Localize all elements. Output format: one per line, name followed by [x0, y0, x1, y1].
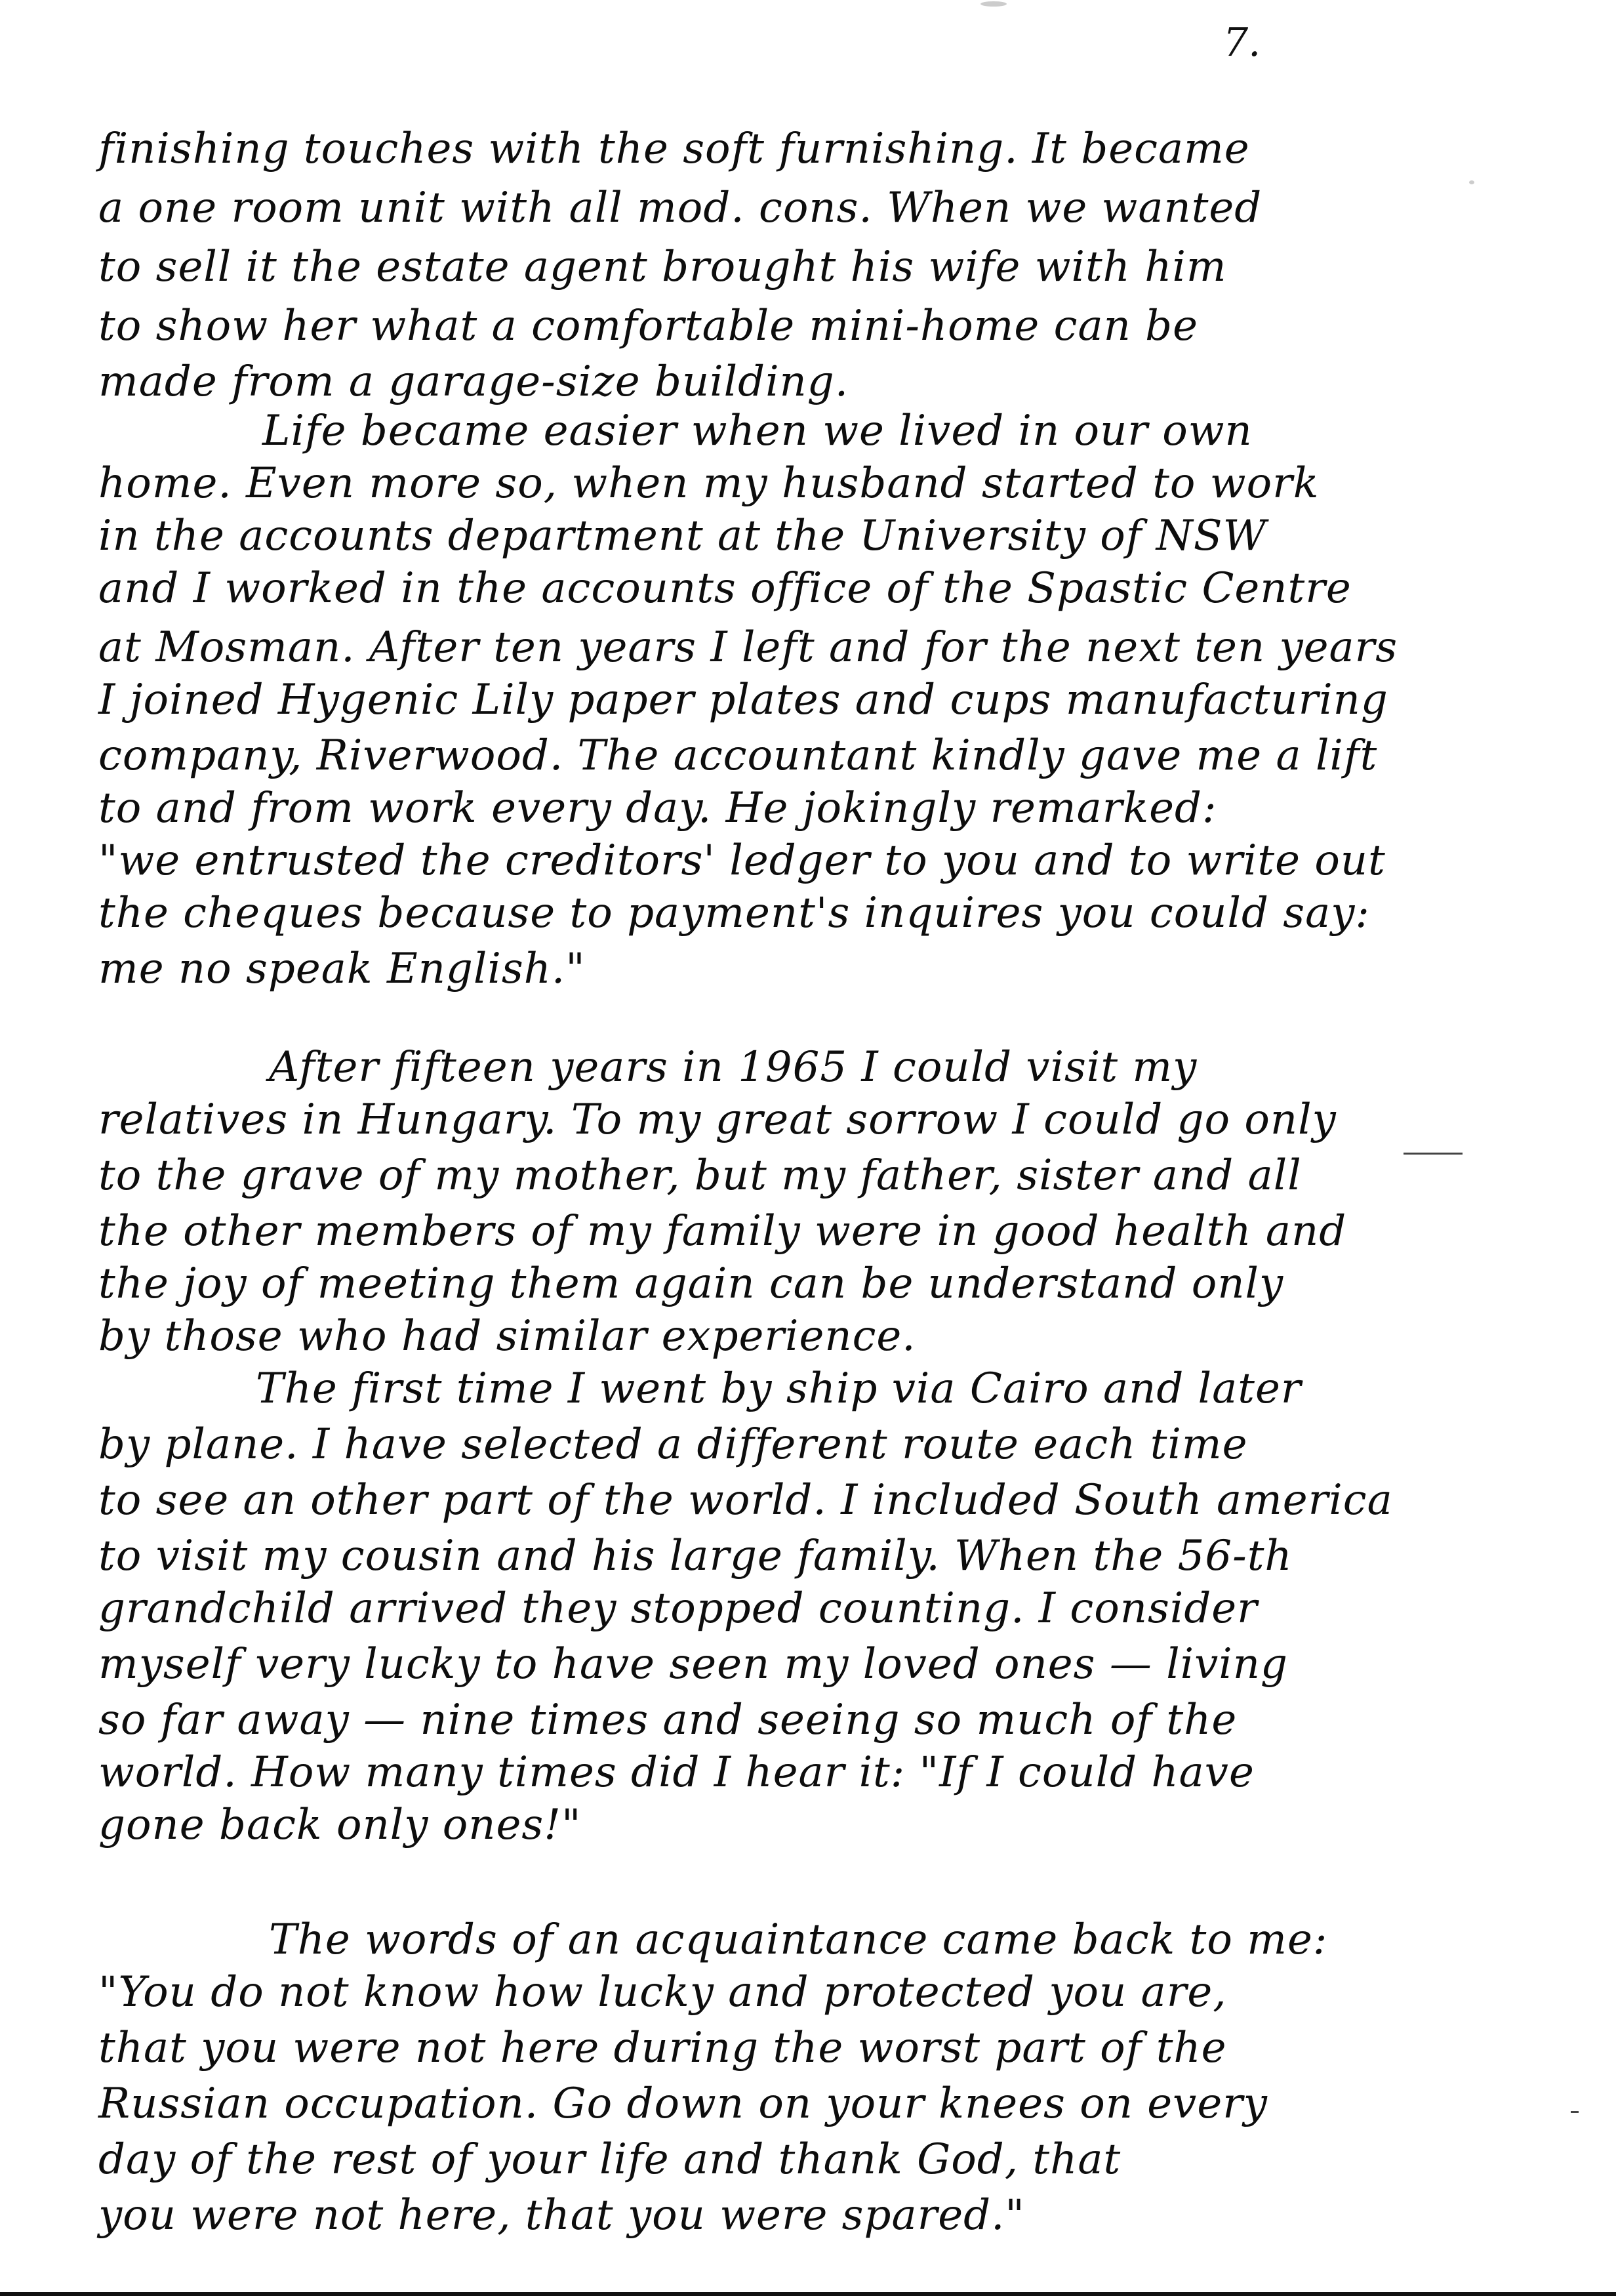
- text-line-36: day of the rest of your life and thank God, that: [98, 2135, 1121, 2184]
- text-line-23: The first time I went by ship via Cairo and later: [256, 1364, 1302, 1413]
- text-line-31: gone back only ones!": [98, 1801, 582, 1849]
- margin-tick: [1571, 2111, 1579, 2113]
- text-line-21: the joy of meeting them again can be understand only: [98, 1260, 1284, 1308]
- page-number: 7.: [1223, 20, 1261, 66]
- text-line-18: relatives in Hungary. To my great sorrow I could go only: [98, 1096, 1337, 1144]
- text-line-11: I joined Hygenic Lily paper plates and cups manufacturing: [98, 676, 1388, 724]
- text-line-5: made from a garage-size building.: [98, 358, 849, 406]
- text-line-6: Life became easier when we lived in our own: [262, 407, 1253, 455]
- text-line-17: After fifteen years in 1965 I could visit my: [269, 1043, 1198, 1092]
- text-line-3: to sell it the estate agent brought his wife with him: [98, 243, 1227, 291]
- scan-speck: [980, 1, 1007, 7]
- text-line-27: grandchild arrived they stopped counting. I consider: [98, 1584, 1258, 1633]
- text-line-32: The words of an acquaintance came back to me:: [269, 1916, 1328, 1964]
- text-line-16: me no speak English.": [98, 945, 586, 993]
- text-line-15: the cheques because to payment's inquires you could say:: [98, 889, 1370, 937]
- text-line-4: to show her what a comfortable mini-home can be: [98, 302, 1198, 350]
- scan-speck: [1469, 180, 1474, 184]
- text-line-25: to see an other part of the world. I included South america: [98, 1476, 1393, 1525]
- margin-mark: [1404, 1153, 1463, 1155]
- text-line-28: myself very lucky to have seen my loved ones — living: [98, 1640, 1288, 1689]
- text-line-26: to visit my cousin and his large family. When the 56-th: [98, 1532, 1293, 1580]
- text-line-7: home. Even more so, when my husband started to work: [98, 459, 1320, 508]
- text-line-30: world. How many times did I hear it: "If I could have: [98, 1748, 1255, 1797]
- text-line-1: finishing touches with the soft furnishing. It became: [98, 125, 1250, 173]
- text-line-35: Russian occupation. Go down on your knees on every: [98, 2080, 1268, 2128]
- page-bottom-edge: [0, 2292, 1616, 2296]
- text-line-29: so far away — nine times and seeing so much of the: [98, 1696, 1238, 1744]
- text-line-14: "we entrusted the creditors' ledger to you and to write out: [98, 836, 1386, 885]
- text-line-20: the other members of my family were in good health and: [98, 1207, 1347, 1256]
- text-line-37: you were not here, that you were spared.": [98, 2191, 1025, 2240]
- text-line-8: in the accounts department at the University of NSW: [98, 512, 1267, 560]
- text-line-33: "You do not know how lucky and protected you are,: [98, 1968, 1227, 2017]
- text-line-2: a one room unit with all mod. cons. When we wanted: [98, 184, 1262, 232]
- text-line-24: by plane. I have selected a different route each time: [98, 1420, 1248, 1469]
- text-line-13: to and from work every day. He jokingly remarked:: [98, 784, 1217, 832]
- text-line-22: by those who had similar experience.: [98, 1312, 916, 1361]
- text-line-12: company, Riverwood. The accountant kindly gave me a lift: [98, 731, 1378, 780]
- text-line-34: that you were not here during the worst part of the: [98, 2024, 1227, 2072]
- text-line-9: and I worked in the accounts office of the Spastic Centre: [98, 564, 1352, 613]
- text-line-10: at Mosman. After ten years I left and for the next ten years: [98, 623, 1398, 672]
- text-line-19: to the grave of my mother, but my father, sister and all: [98, 1151, 1302, 1200]
